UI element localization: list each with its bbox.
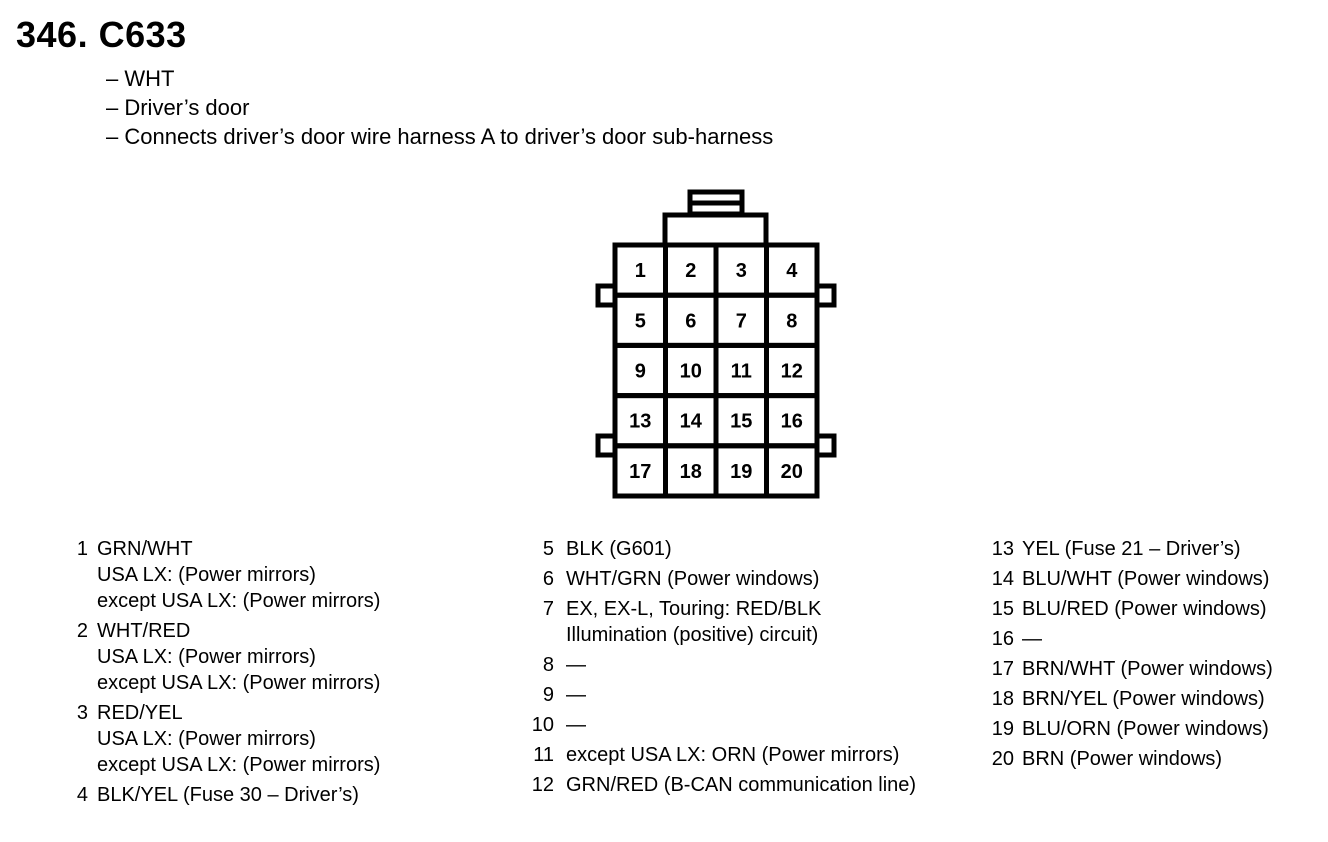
pin-description xyxy=(1022,596,1267,622)
pin-number: 14 xyxy=(991,568,1014,590)
pin-entry-3 xyxy=(64,700,380,778)
pin-description-line: RED/YEL xyxy=(97,702,183,724)
pin-list-column-2 xyxy=(524,536,916,802)
cavity-label-7: 7 xyxy=(735,310,747,333)
cavity-label-4: 4 xyxy=(786,260,798,283)
pin-description-line: BLU/ORN (Power windows) xyxy=(1022,718,1269,740)
pin-entry-14 xyxy=(986,566,1273,592)
pin-description-line: except USA LX: (Power mirrors) xyxy=(97,754,381,776)
pin-description xyxy=(1022,656,1273,682)
pin-description-line: BRN (Power windows) xyxy=(1022,748,1223,770)
pin-number: 12 xyxy=(531,774,554,796)
pin-description-line: — xyxy=(566,684,586,706)
pin-entry-7 xyxy=(524,596,916,648)
pin-description-line: WHT/RED xyxy=(97,620,191,642)
pin-description-line: — xyxy=(1022,628,1042,650)
cavity-label-10: 10 xyxy=(679,360,702,383)
pin-number: 3 xyxy=(76,702,88,724)
pin-description xyxy=(566,652,586,678)
cavity-label-18: 18 xyxy=(679,460,702,483)
cavity-label-13: 13 xyxy=(629,410,652,433)
pin-entry-5 xyxy=(524,536,916,562)
pin-description-line: YEL (Fuse 21 – Driver’s) xyxy=(1022,538,1241,560)
pin-description xyxy=(1022,716,1269,742)
pin-entry-16 xyxy=(986,626,1273,652)
pin-entry-17 xyxy=(986,656,1273,682)
pin-number: 10 xyxy=(531,714,554,736)
pin-entry-19 xyxy=(986,716,1273,742)
cavity-label-11: 11 xyxy=(730,360,752,383)
pin-number: 18 xyxy=(991,688,1014,710)
pin-description-line: BLK/YEL (Fuse 30 – Driver’s) xyxy=(97,784,359,806)
pin-description xyxy=(1022,746,1222,772)
pin-number: 20 xyxy=(991,748,1014,770)
pin-number: 2 xyxy=(76,620,88,642)
pin-number: 5 xyxy=(542,538,554,560)
pin-entry-18 xyxy=(986,686,1273,712)
pin-description xyxy=(1022,566,1269,592)
cavity-label-17: 17 xyxy=(629,460,652,483)
pin-description xyxy=(566,742,899,768)
pin-number: 1 xyxy=(76,538,88,560)
pin-description-line: except USA LX: ORN (Power mirrors) xyxy=(566,744,900,766)
pin-list-column-3 xyxy=(986,536,1273,776)
pin-description xyxy=(1022,626,1042,652)
left-tab-upper xyxy=(598,286,615,305)
pin-description-line: Illumination (positive) circuit) xyxy=(566,624,819,646)
cavity-label-8: 8 xyxy=(786,310,798,333)
pin-description-line: — xyxy=(566,654,586,676)
connector-hood xyxy=(665,215,766,245)
right-tab-upper xyxy=(817,286,834,305)
pin-description-line: — xyxy=(566,714,586,736)
pin-description-line: USA LX: (Power mirrors) xyxy=(97,646,316,668)
pin-entry-11 xyxy=(524,742,916,768)
cavity-label-15: 15 xyxy=(730,410,753,433)
pin-description-line: BRN/WHT (Power windows) xyxy=(1022,658,1273,680)
cavity-label-3: 3 xyxy=(735,260,747,283)
pin-entry-20 xyxy=(986,746,1273,772)
pin-description xyxy=(566,682,586,708)
pin-number: 13 xyxy=(991,538,1014,560)
pin-description-line: USA LX: (Power mirrors) xyxy=(97,728,316,750)
pin-number: 17 xyxy=(991,658,1014,680)
connector-title: 346. C633 xyxy=(16,14,187,55)
cavity-label-14: 14 xyxy=(679,410,702,433)
pin-description-line: except USA LX: (Power mirrors) xyxy=(97,672,381,694)
pin-description xyxy=(1022,536,1241,562)
cavity-label-5: 5 xyxy=(634,310,646,333)
description-function: – Connects driver’s door wire harness A to driver’s door sub-harness xyxy=(106,124,774,149)
pin-number: 7 xyxy=(542,598,554,620)
pin-list-column-1 xyxy=(64,536,380,812)
pin-number: 11 xyxy=(533,744,554,766)
left-tab-lower xyxy=(598,436,615,455)
pin-number: 9 xyxy=(542,684,554,706)
pin-description xyxy=(97,782,359,808)
pin-description xyxy=(566,772,916,798)
pin-description-line: BLK (G601) xyxy=(566,538,672,560)
pin-entry-1 xyxy=(64,536,380,614)
pin-description-line: USA LX: (Power mirrors) xyxy=(97,564,316,586)
pin-description-line: BLU/RED (Power windows) xyxy=(1022,598,1267,620)
pin-description xyxy=(97,618,380,696)
pin-number: 15 xyxy=(991,598,1014,620)
pin-description-line: EX, EX-L, Touring: RED/BLK xyxy=(566,598,822,620)
pin-entry-13 xyxy=(986,536,1273,562)
pin-number: 6 xyxy=(542,568,554,590)
pin-description xyxy=(1022,686,1265,712)
pin-number: 4 xyxy=(76,784,88,806)
cavity-label-9: 9 xyxy=(634,360,646,383)
pin-number: 16 xyxy=(991,628,1014,650)
pin-description xyxy=(97,700,380,778)
pin-number: 8 xyxy=(542,654,554,676)
cavity-label-19: 19 xyxy=(730,460,753,483)
pin-entry-10 xyxy=(524,712,916,738)
pin-entry-6 xyxy=(524,566,916,592)
pin-description-line: BRN/YEL (Power windows) xyxy=(1022,688,1265,710)
pin-description-line: BLU/WHT (Power windows) xyxy=(1022,568,1270,590)
pin-description xyxy=(566,712,586,738)
cavity-grid xyxy=(615,245,817,496)
pin-number: 19 xyxy=(991,718,1014,740)
pin-entry-15 xyxy=(986,596,1273,622)
pin-entry-9 xyxy=(524,682,916,708)
pin-description xyxy=(566,566,819,592)
pin-entry-8 xyxy=(524,652,916,678)
pin-description xyxy=(566,536,672,562)
cavity-label-12: 12 xyxy=(780,360,803,383)
pin-description-line: GRN/WHT xyxy=(97,538,193,560)
pin-entry-2 xyxy=(64,618,380,696)
cavity-label-2: 2 xyxy=(685,260,697,283)
pin-description-line: except USA LX: (Power mirrors) xyxy=(97,590,381,612)
pin-entry-4 xyxy=(64,782,380,808)
pin-description xyxy=(566,596,821,648)
description-location: – Driver’s door xyxy=(106,95,250,120)
pin-description xyxy=(97,536,380,614)
right-tab-lower xyxy=(817,436,834,455)
pin-entry-12 xyxy=(524,772,916,798)
pin-description-line: WHT/GRN (Power windows) xyxy=(566,568,820,590)
cavity-label-1: 1 xyxy=(634,260,646,283)
cavity-label-16: 16 xyxy=(780,410,803,433)
cavity-label-20: 20 xyxy=(780,460,803,483)
cavity-label-6: 6 xyxy=(685,310,697,333)
description-color: – WHT xyxy=(106,66,175,91)
pin-description-line: GRN/RED (B-CAN communication line) xyxy=(566,774,917,796)
